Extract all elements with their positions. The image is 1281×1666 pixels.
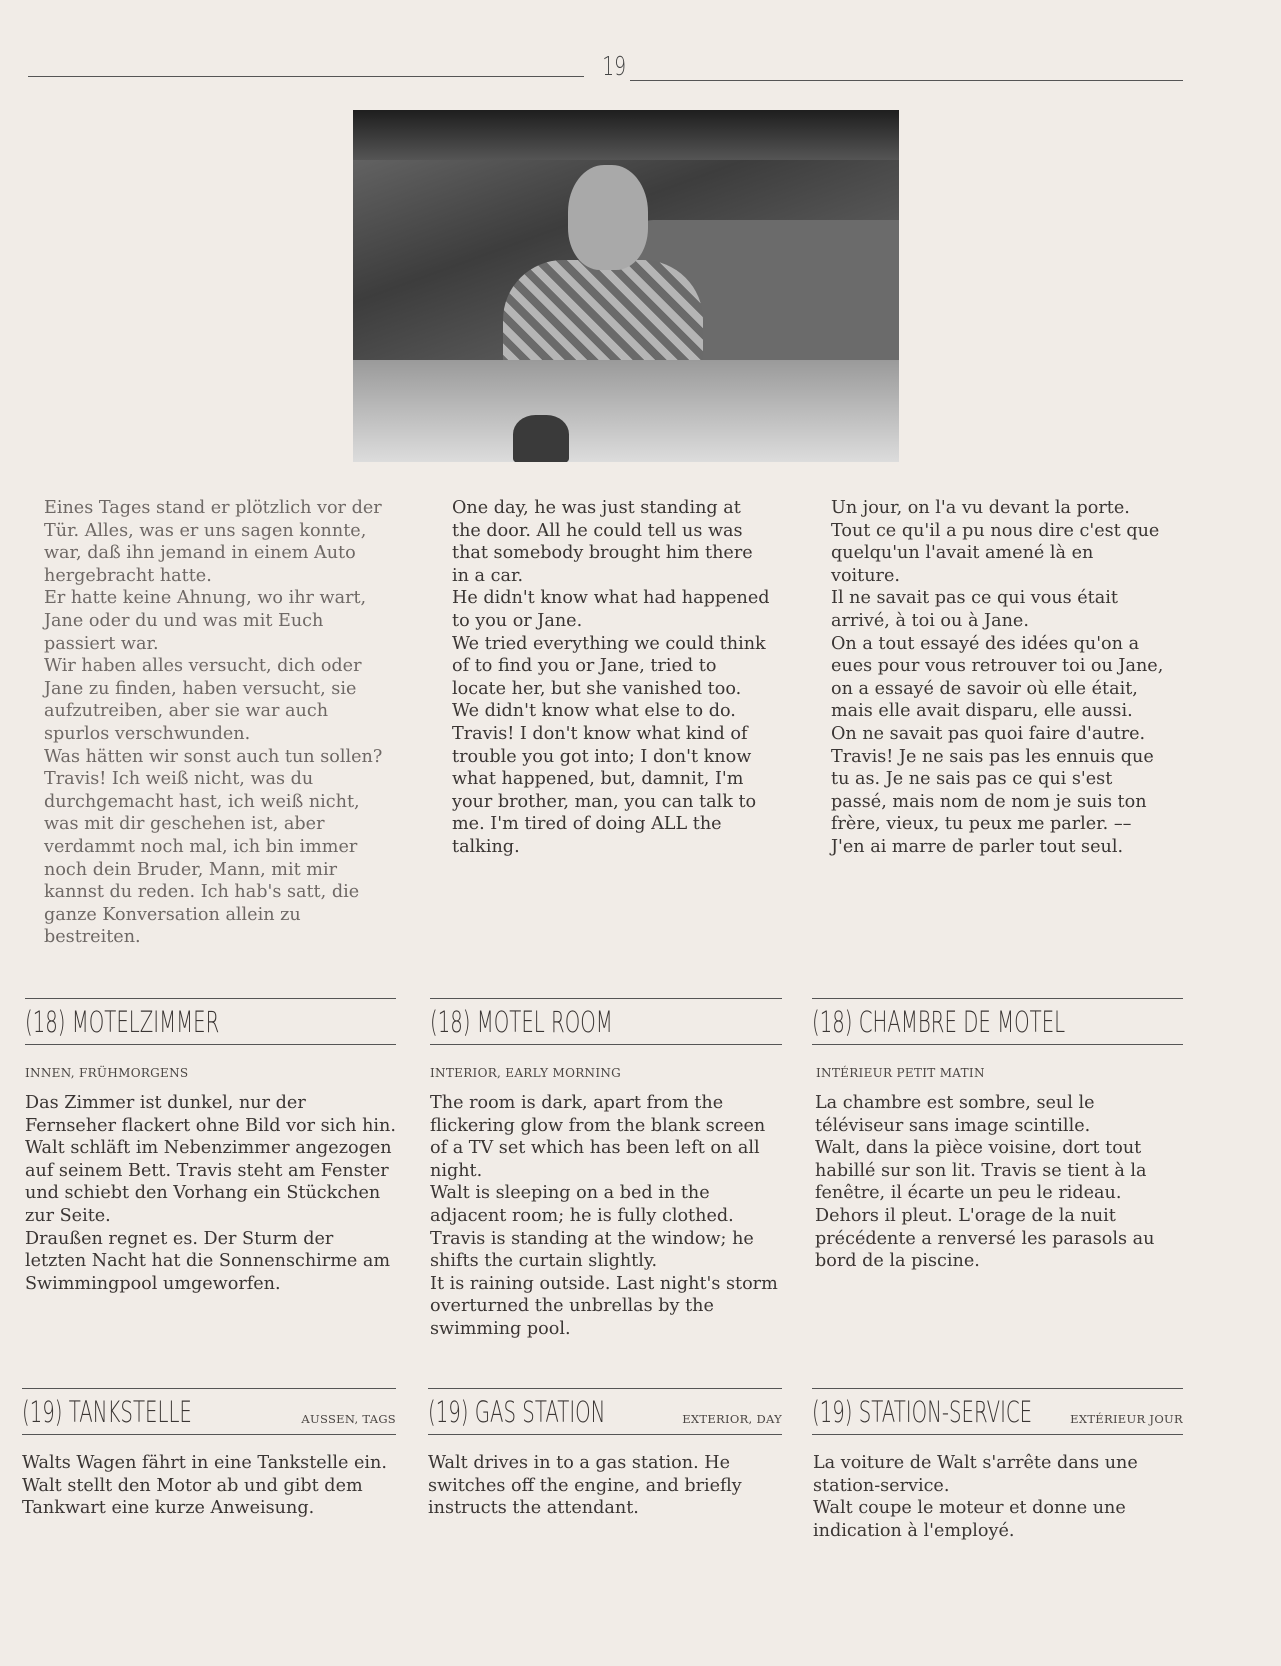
page-number-row bbox=[28, 52, 1183, 82]
scene-title: (18) MOTELZIMMER bbox=[25, 1005, 220, 1039]
scene-title: (18) CHAMBRE DE MOTEL bbox=[812, 1005, 1066, 1039]
rule bbox=[25, 1044, 396, 1045]
scene-18-body-french bbox=[815, 1092, 1183, 1273]
paragraph: Was hätten wir sonst auch tun sollen? bbox=[44, 746, 383, 767]
header-rule-right bbox=[630, 80, 1183, 81]
paragraph: Travis! Ich weiß nicht, was du durchgemacht hast, ich weiß nicht, was mit dir geschehen ist, aber verdammt noch mal, ich bin immer noch dein Bruder, Mann, mit mir kannst du reden. Ich hab's satt, die ganze Konversation allein zu bestreiten. bbox=[44, 769, 360, 948]
paragraph: Das Zimmer ist dunkel, nur der Fernseher flackert ohne Bild vor sich hin. bbox=[25, 1093, 396, 1136]
man-in-diner-photo bbox=[353, 110, 899, 462]
paragraph: On ne savait pas quoi faire d'autre. bbox=[831, 723, 1146, 744]
paragraph: On a tout essayé des idées qu'on a eues pour vous retrouver toi ou Jane, on a essayé de savoir où elle était, mais elle avait disparu, elle aussi. bbox=[831, 633, 1164, 722]
paragraph: We tried everything we could think of to find you or Jane, tried to locate her, but she vanished too. bbox=[452, 633, 766, 699]
scene-18-slug-english: INTERIOR, EARLY MORNING bbox=[430, 1066, 622, 1080]
photo-glass bbox=[513, 415, 569, 462]
rule bbox=[812, 1044, 1183, 1045]
rule bbox=[812, 1434, 1183, 1435]
paragraph: Draußen regnet es. Der Sturm der letzten Nacht hat die Sonnenschirme am Swimmingpool umgeworfen. bbox=[25, 1228, 391, 1294]
scene-18-slug-german: INNEN, FRÜHMORGENS bbox=[25, 1066, 189, 1080]
rule bbox=[22, 1388, 396, 1389]
scene-18-heading-french bbox=[812, 998, 1183, 1046]
paragraph: The room is dark, apart from the flickering glow from the blank screen of a TV set which has been left on all night. bbox=[430, 1093, 766, 1181]
rule bbox=[812, 1388, 1183, 1389]
rule bbox=[428, 1388, 782, 1389]
scene-title: (19) TANKSTELLE bbox=[22, 1395, 192, 1429]
scene-19-heading-german bbox=[22, 1388, 396, 1436]
paragraph: Eines Tages stand er plötzlich vor der Tür. Alles, was er uns sagen konnte, war, daß ihn jemand in einem Auto hergebracht hatte. bbox=[44, 498, 382, 586]
paragraph: Travis! Je ne sais pas les ennuis que tu as. Je ne sais pas ce qui s'est passé, mais nom de nom je suis ton frère, vieux, tu peux me parler. –– J'en ai marre de parler tout seul. bbox=[831, 746, 1154, 857]
intro-german bbox=[44, 497, 386, 949]
scene-tag: EXTÉRIEUR JOUR bbox=[1070, 1412, 1183, 1426]
header-rule-left bbox=[28, 76, 584, 77]
paragraph: Walt, dans la pièce voisine, dort tout habillé sur son lit. Travis se tient à la fenêtre, il écarte un peu le rideau. bbox=[815, 1138, 1147, 1204]
paragraph: Walt schläft im Nebenzimmer angezogen auf seinem Bett. Travis steht am Fenster und schiebt den Vorhang ein Stückchen zur Seite. bbox=[25, 1138, 392, 1226]
scene-18-body-english bbox=[430, 1092, 782, 1341]
rule bbox=[25, 998, 396, 999]
intro-english bbox=[452, 497, 772, 859]
scene-18-body-german bbox=[25, 1092, 396, 1295]
paragraph: Un jour, on l'a vu devant la porte. Tout ce qu'il a pu nous dire c'est que quelqu'un l'avait amené là en voiture. bbox=[831, 498, 1160, 586]
photo-man-head bbox=[568, 165, 648, 270]
paragraph: Walt drives in to a gas station. He switches off the engine, and briefly instructs the attendant. bbox=[428, 1453, 742, 1519]
scene-title: (18) MOTEL ROOM bbox=[430, 1005, 613, 1039]
paragraph: Er hatte keine Ahnung, wo ihr wart, Jane oder du und was mit Euch passiert war. bbox=[44, 588, 367, 654]
paragraph: Travis! I don't know what kind of trouble you got into; I don't know what happened, but, damnit, I'm your brother, man, you can talk to me. I'm tired of doing ALL the talking. bbox=[452, 723, 757, 857]
paragraph: La voiture de Walt s'arrête dans une station-service. bbox=[813, 1453, 1138, 1496]
scene-19-body-german bbox=[22, 1452, 396, 1520]
rule bbox=[428, 1434, 782, 1435]
scene-title: (19) STATION-SERVICE bbox=[812, 1395, 1033, 1429]
photo-counter bbox=[353, 360, 899, 462]
rule bbox=[22, 1434, 396, 1435]
paragraph: Dehors il pleut. L'orage de la nuit précédente a renversé les parasols au bord de la piscine. bbox=[815, 1205, 1155, 1272]
scene-19-heading-french bbox=[812, 1388, 1183, 1436]
paragraph: He didn't know what had happened to you or Jane. bbox=[452, 588, 770, 631]
paragraph: La chambre est sombre, seul le téléviseur sans image scintille. bbox=[815, 1093, 1095, 1136]
paragraph: We didn't know what else to do. bbox=[452, 701, 736, 722]
paragraph: Wir haben alles versucht, dich oder Jane zu finden, haben versucht, sie aufzutreiben, aber sie war auch spurlos verschwunden. bbox=[44, 656, 362, 744]
scene-19-body-english bbox=[428, 1452, 782, 1520]
paragraph: Walt is sleeping on a bed in the adjacent room; he is fully clothed. Travis is standing at the window; he shifts the curtain slightly. bbox=[430, 1183, 754, 1272]
page-number: 19 bbox=[602, 52, 627, 82]
paragraph: It is raining outside. Last night's storm overturned the unbrellas by the swimming pool. bbox=[430, 1273, 778, 1339]
rule bbox=[812, 998, 1183, 999]
scene-tag: EXTERIOR, DAY bbox=[682, 1412, 782, 1426]
scene-19-body-french bbox=[813, 1452, 1183, 1542]
paragraph: Walts Wagen fährt in eine Tankstelle ein. Walt stellt den Motor ab und gibt dem Tankwart eine kurze Anweisung. bbox=[22, 1453, 387, 1519]
intro-french bbox=[831, 497, 1167, 859]
scene-18-heading-german bbox=[25, 998, 396, 1046]
scene-tag: AUSSEN, TAGS bbox=[301, 1412, 396, 1426]
scene-19-heading-english bbox=[428, 1388, 782, 1436]
paragraph: Walt coupe le moteur et donne une indication à l'employé. bbox=[813, 1498, 1126, 1541]
scene-18-slug-french: INTÉRIEUR PETIT MATIN bbox=[816, 1066, 985, 1080]
rule bbox=[430, 1044, 782, 1045]
photo-background bbox=[353, 110, 899, 160]
scene-18-heading-english bbox=[430, 998, 782, 1046]
paragraph: Il ne savait pas ce qui vous était arrivé, à toi ou à Jane. bbox=[831, 588, 1118, 631]
rule bbox=[430, 998, 782, 999]
scene-title: (19) GAS STATION bbox=[428, 1395, 606, 1429]
paragraph: One day, he was just standing at the door. All he could tell us was that somebody brought him there in a car. bbox=[452, 498, 753, 586]
